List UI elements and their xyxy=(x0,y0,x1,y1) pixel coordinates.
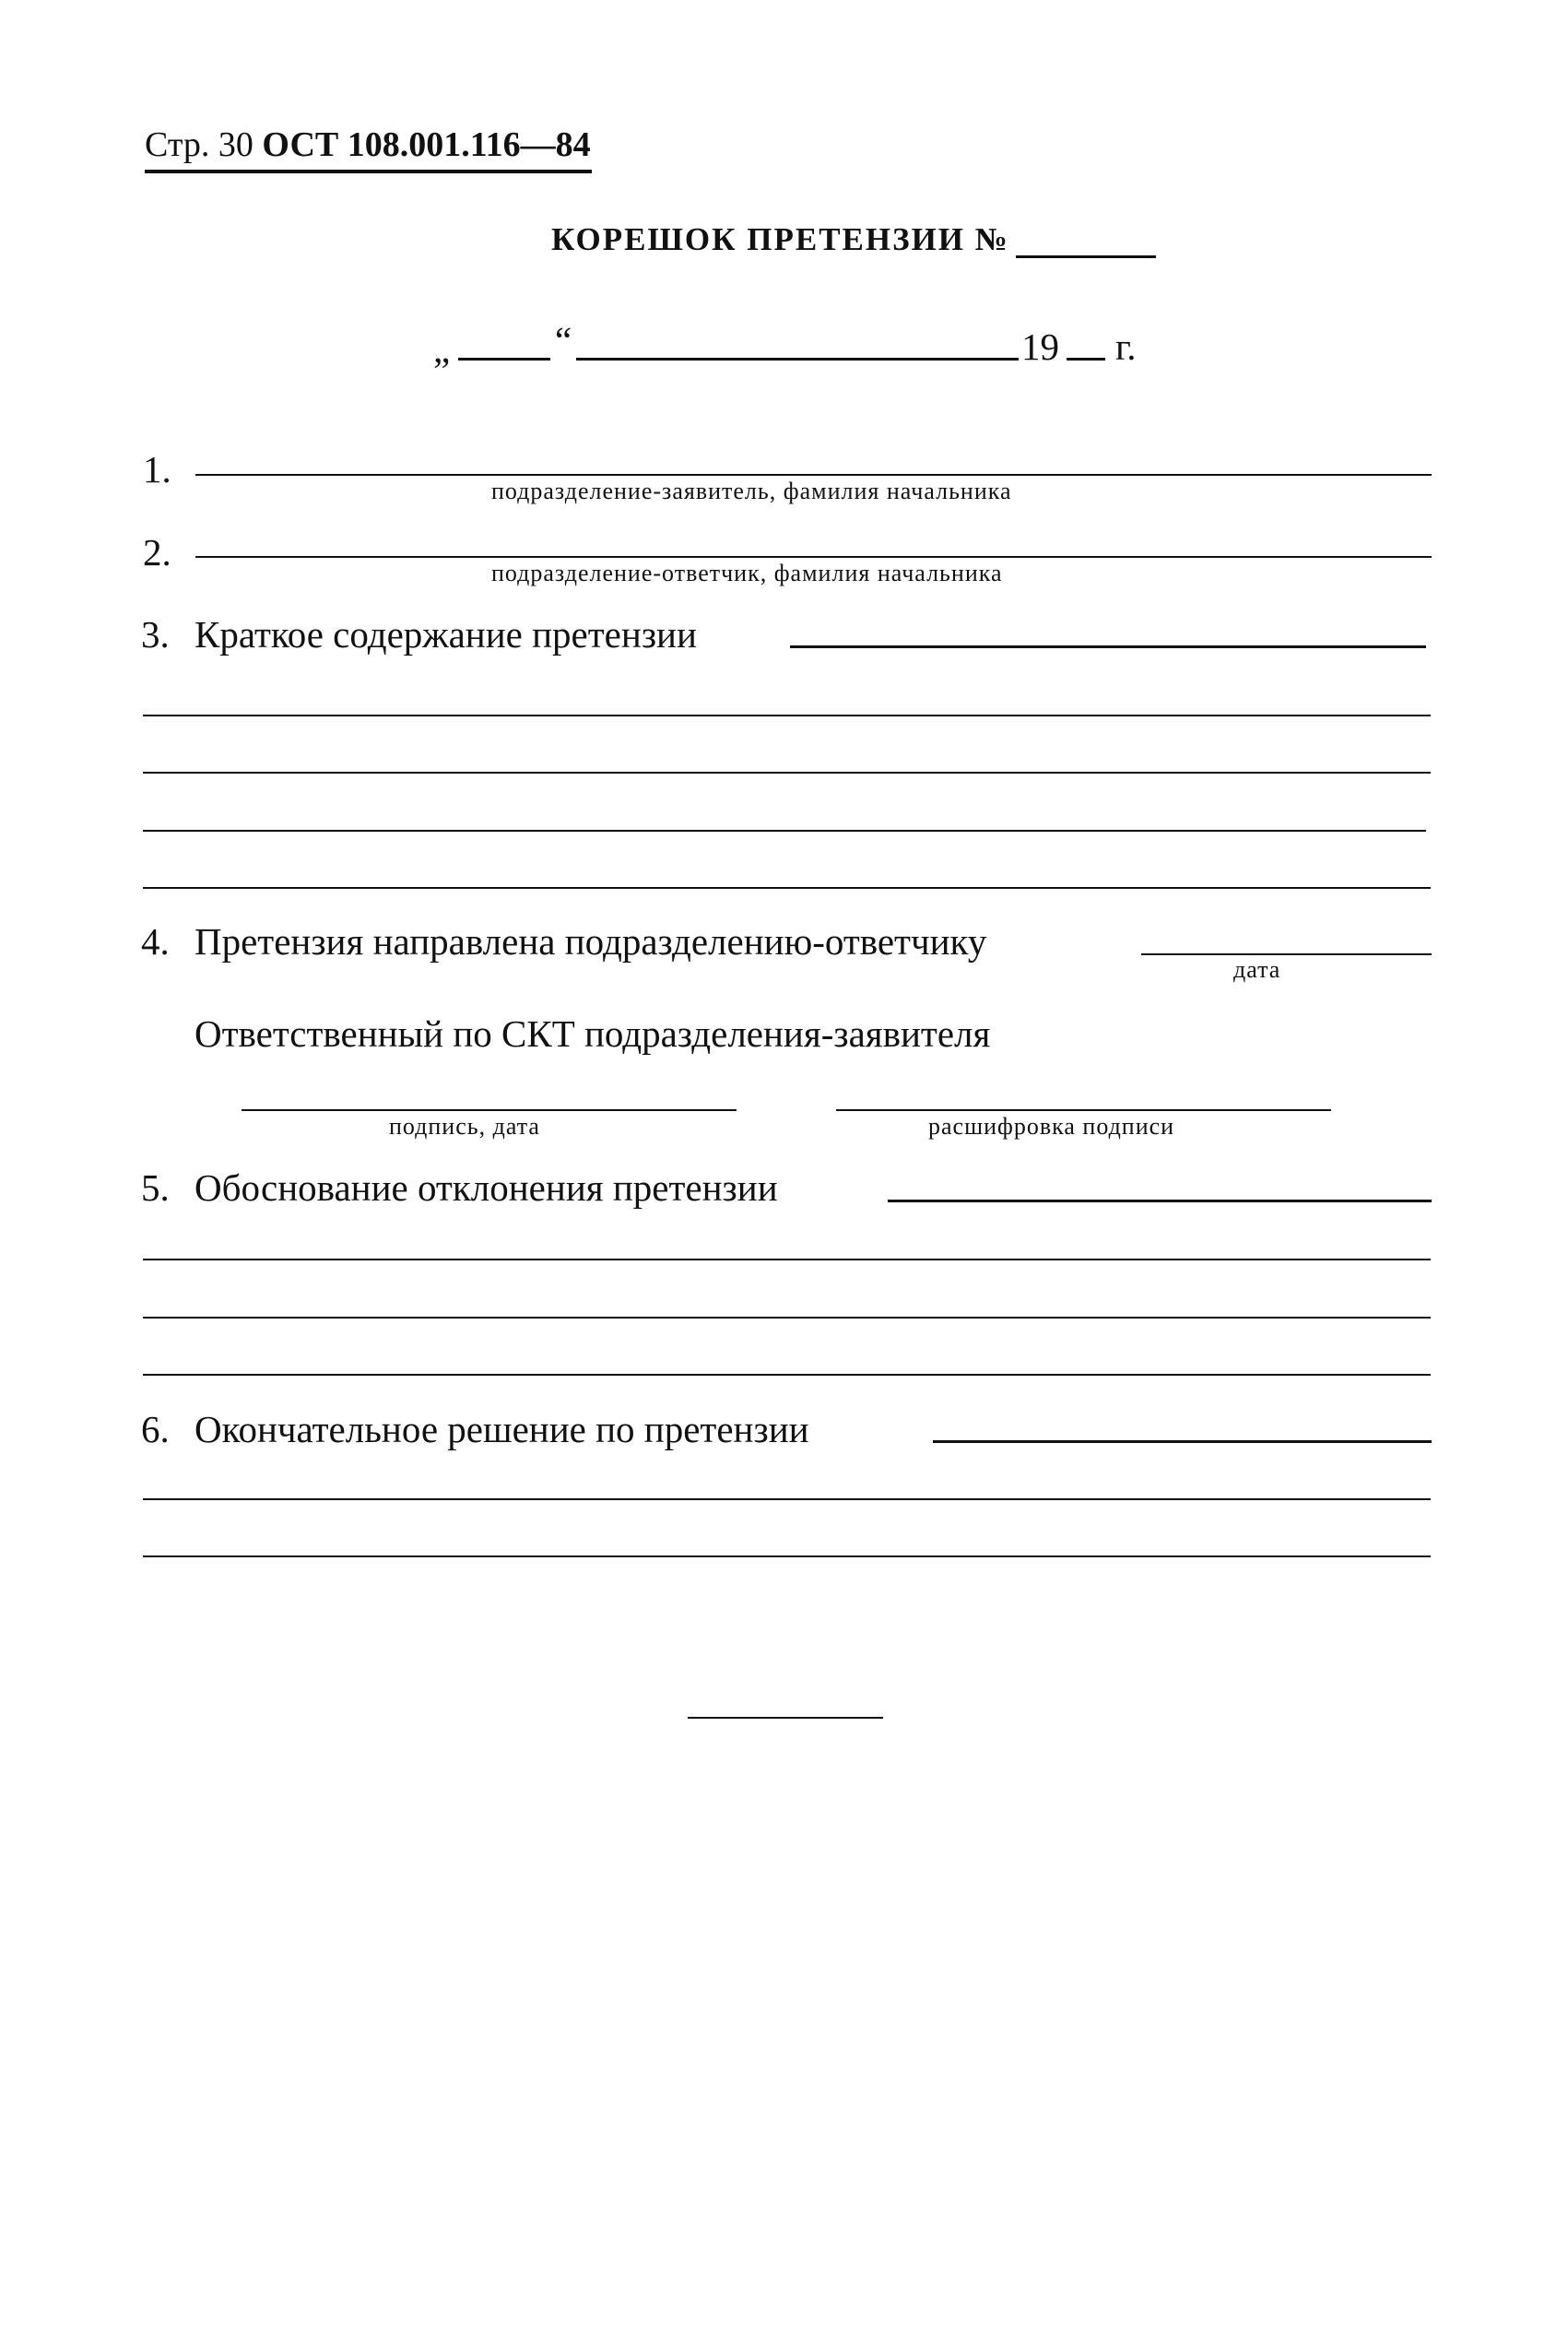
item-5-line-2[interactable] xyxy=(143,1259,1431,1260)
item-6-number: 6. xyxy=(141,1408,170,1450)
item-1-caption: подразделение-заявитель, фамилия начальника xyxy=(491,478,1012,504)
date-year-prefix: 19 xyxy=(1021,325,1059,368)
signature-date-field[interactable] xyxy=(242,1109,737,1111)
item-6-label: Окончательное решение по претензии xyxy=(195,1408,809,1450)
header-underline xyxy=(145,170,592,173)
date-year-field[interactable] xyxy=(1067,358,1105,361)
date-year-suffix: г. xyxy=(1115,325,1137,368)
item-3-field[interactable] xyxy=(790,645,1426,648)
item-6-field[interactable] xyxy=(933,1440,1432,1443)
signature-transcript-field[interactable] xyxy=(836,1109,1331,1111)
item-5-label: Обоснование отклонения претензии xyxy=(195,1166,778,1209)
claim-number-field[interactable] xyxy=(1016,255,1156,258)
signature-date-caption: подпись, дата xyxy=(389,1113,540,1140)
date-day-field[interactable] xyxy=(458,358,550,361)
item-6-line-3[interactable] xyxy=(143,1555,1431,1557)
date-open-quote: „ xyxy=(433,328,451,371)
signature-transcript-caption: расшифровка подписи xyxy=(928,1113,1175,1140)
item-5-field[interactable] xyxy=(888,1200,1432,1202)
item-1-field[interactable] xyxy=(195,474,1432,476)
standard-code: ОСТ 108.001.116—84 xyxy=(262,125,591,164)
item-4-number: 4. xyxy=(141,920,170,963)
item-3-line-2[interactable] xyxy=(143,715,1431,716)
end-of-page-rule xyxy=(688,1717,883,1719)
item-3-line-5[interactable] xyxy=(143,887,1431,889)
item-3-label: Краткое содержание претензии xyxy=(195,613,697,656)
page-number: Стр. 30 xyxy=(145,125,253,164)
responsible-label: Ответственный по СКТ подразделения-заявителя xyxy=(195,1012,991,1055)
item-1-number: 1. xyxy=(143,448,171,491)
item-3-line-4[interactable] xyxy=(143,830,1426,832)
item-5-line-3[interactable] xyxy=(143,1317,1431,1319)
item-2-number: 2. xyxy=(143,531,171,574)
date-month-field[interactable] xyxy=(576,358,1019,361)
date-close-quote: “ xyxy=(555,319,572,361)
page-header xyxy=(145,124,591,165)
item-2-caption: подразделение-ответчик, фамилия начальника xyxy=(491,560,1003,586)
item-3-line-3[interactable] xyxy=(143,772,1431,774)
item-5-line-4[interactable] xyxy=(143,1374,1431,1376)
item-3-number: 3. xyxy=(141,613,170,656)
item-4-date-field[interactable] xyxy=(1141,953,1432,955)
form-title: КОРЕШОК ПРЕТЕНЗИИ № xyxy=(551,221,1009,257)
item-4-label: Претензия направлена подразделению-ответчику xyxy=(195,920,987,963)
item-6-line-2[interactable] xyxy=(143,1498,1431,1500)
item-5-number: 5. xyxy=(141,1166,170,1209)
item-4-date-caption: дата xyxy=(1233,956,1281,983)
item-2-field[interactable] xyxy=(195,556,1432,558)
